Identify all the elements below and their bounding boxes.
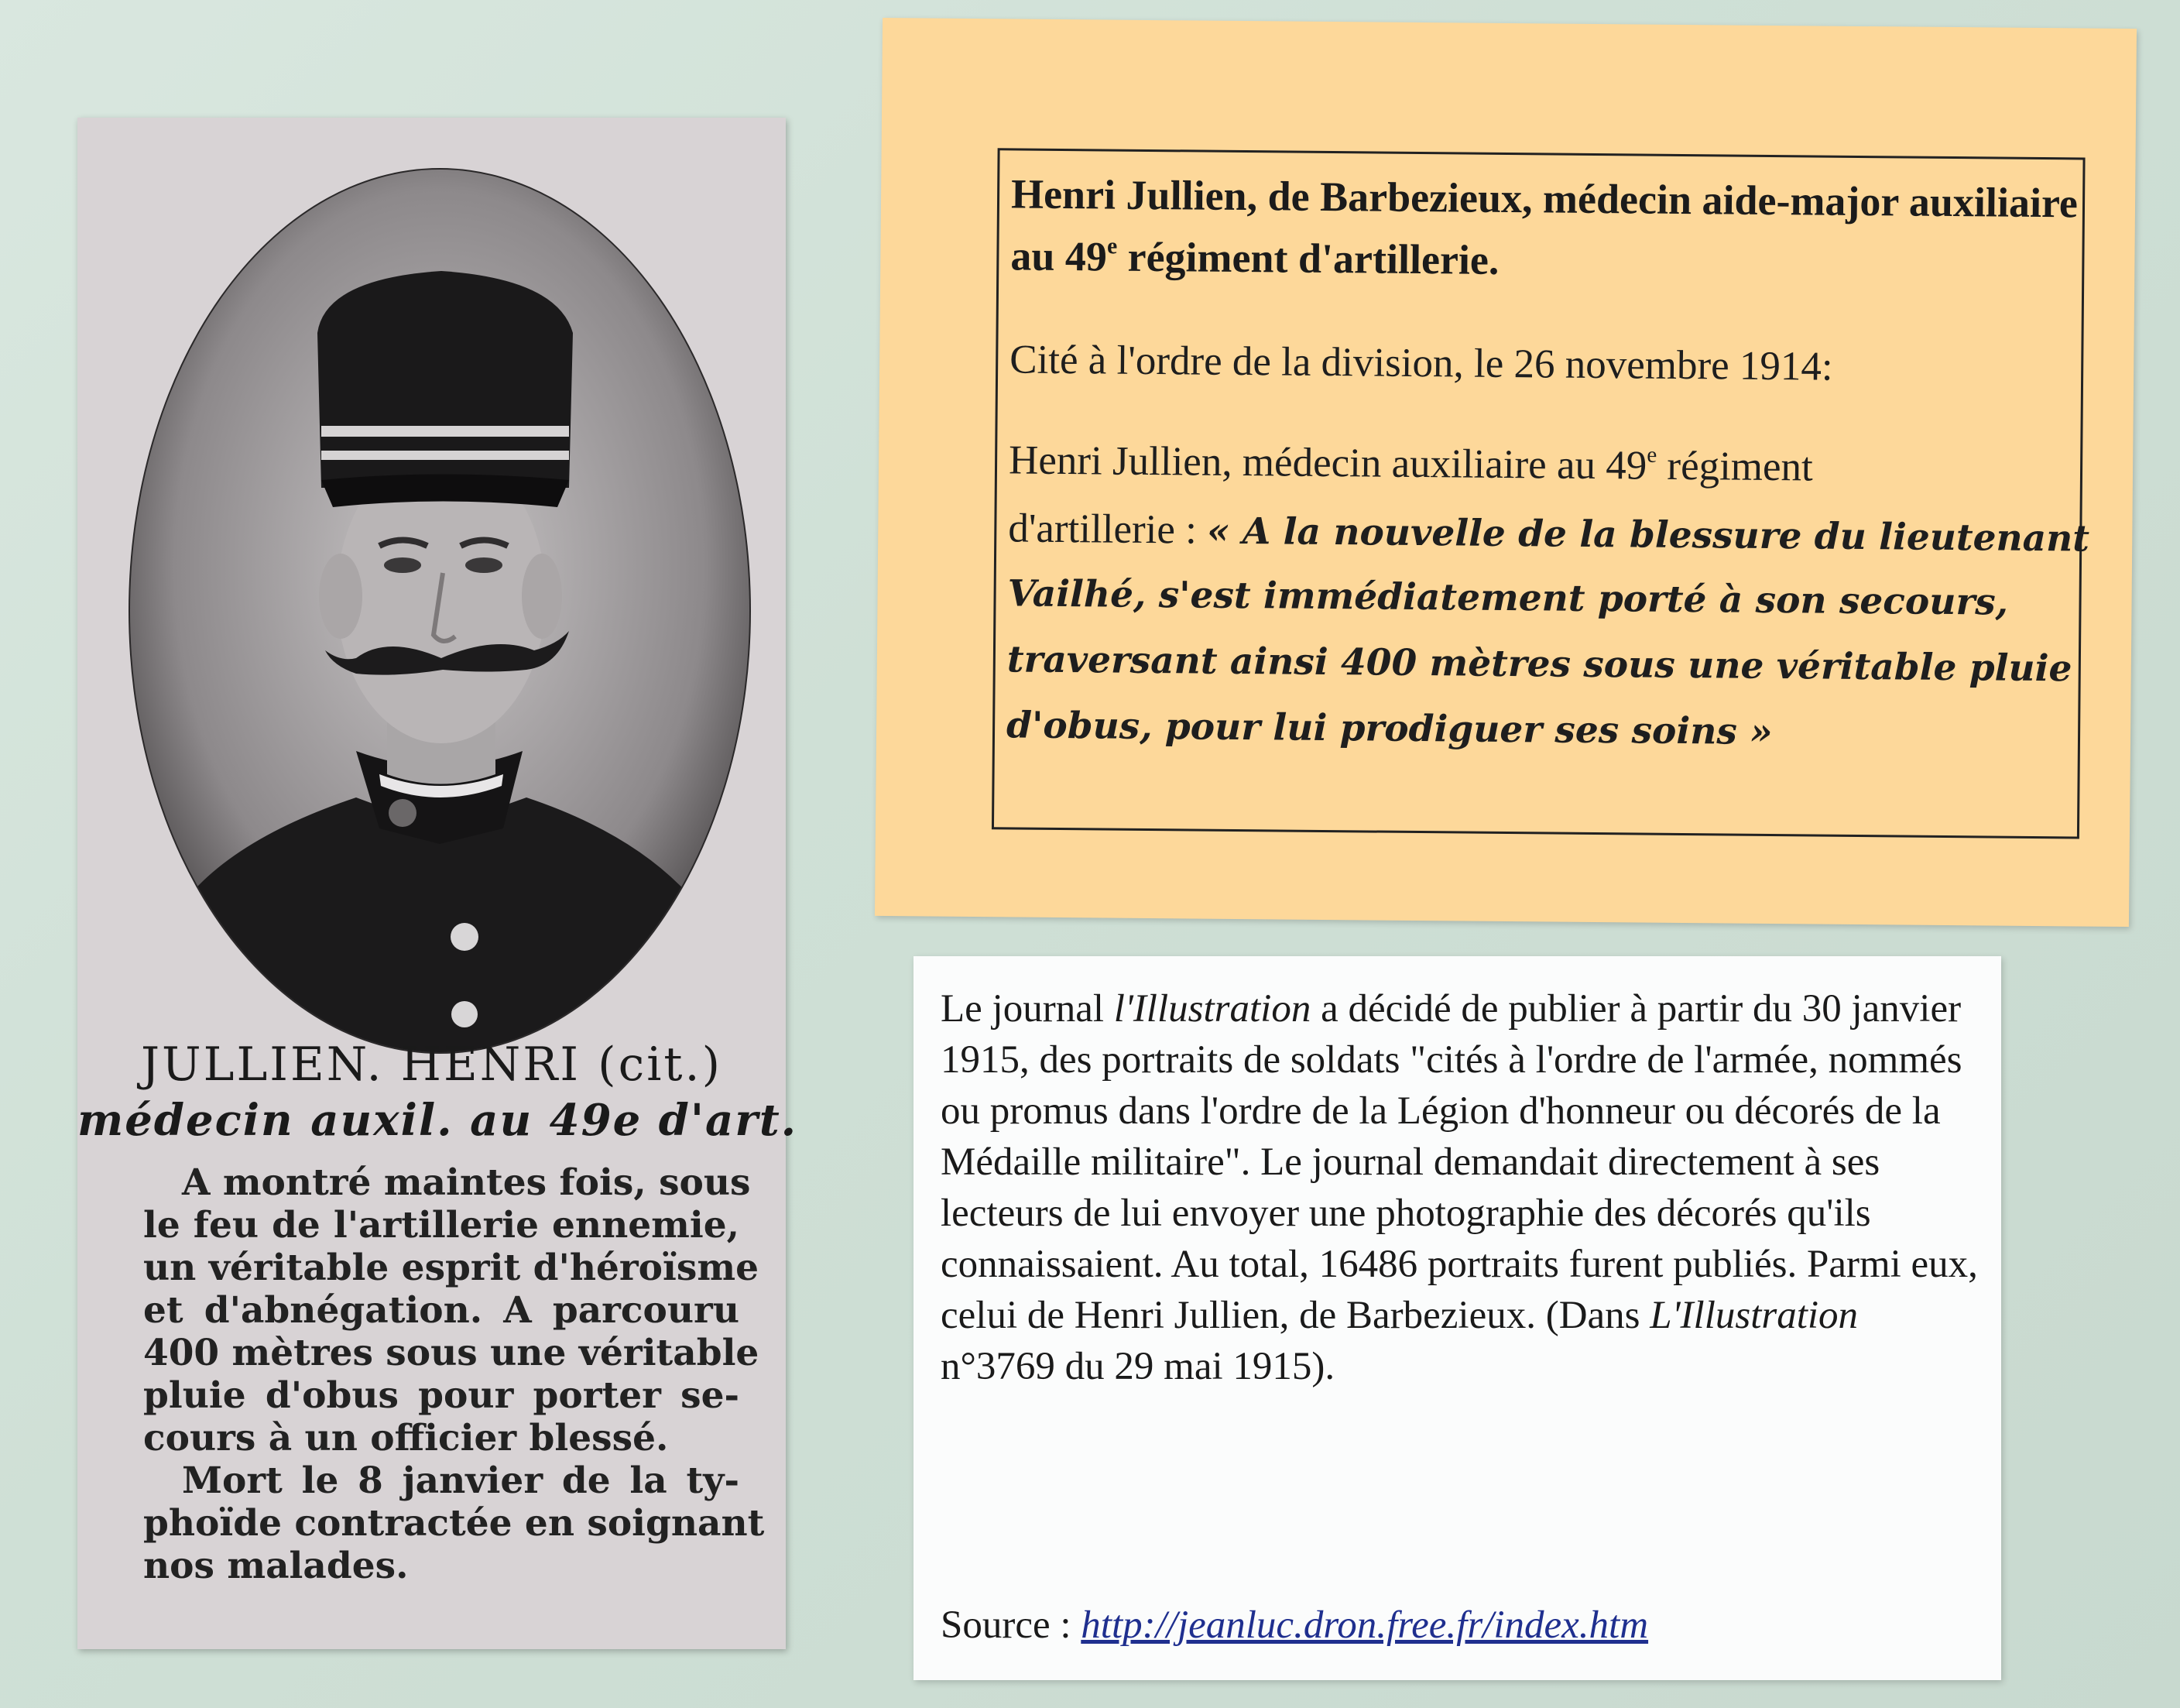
info-text: n°3769 du 29 mai 1915). [941, 1345, 1335, 1388]
citation-quote-line: Vailhé, s'est immédiatement porté à son secours, [1007, 572, 2009, 624]
clipping-line: nos malades. [143, 1545, 409, 1587]
clipping-rank: médecin auxil. au 49e d'art. [77, 1095, 798, 1146]
info-text: Le journal [941, 987, 1114, 1031]
info-paragraph [941, 983, 1978, 1392]
superscript: e [1647, 442, 1657, 468]
citation-quote: « A la nouvelle de la blessure du lieutenant [1206, 509, 2090, 561]
citation-quote-line: d'obus, pour lui prodiguer ses soins » [1006, 704, 1773, 754]
info-card [913, 956, 2001, 1680]
source-label: Source : [941, 1603, 1081, 1647]
citation-title-text: Henri Jullien, de Barbezieux, médecin aide-major auxiliaire au 49 [1010, 170, 2079, 280]
clipping-line: cours à un officier blessé. [143, 1417, 669, 1459]
clipping-citation-text [143, 1161, 759, 1459]
source-link[interactable]: http://jeanluc.dron.free.fr/index.htm [1081, 1603, 1649, 1647]
clipping-line: Mort le 8 janvier de la ty- [182, 1459, 739, 1502]
citation-body-text: Henri Jullien, médecin auxiliaire au 49 [1008, 437, 1647, 489]
citation-lead: d'artillerie : [1008, 506, 1208, 553]
clipping-line: et d'abnégation. A parcouru [143, 1289, 739, 1332]
citation-body-text-end: régiment [1656, 443, 1814, 490]
citation-quote-line: traversant ainsi 400 mètres sous une véritable pluie [1006, 638, 2072, 691]
superscript: e [1106, 234, 1118, 259]
citation-card [875, 18, 2137, 927]
newspaper-clipping [77, 118, 798, 1649]
clipping-death-text [143, 1459, 765, 1587]
clipping-line: phoïde contractée en soignant [143, 1502, 765, 1545]
info-text: a décidé de publier à partir du 30 janvier 1915, des portraits de soldats "cités à l'ordre de l'armée, nommés ou promus dans l'ordre de la Légion d'honneur ou décorés de la Médaille militaire". Le journal demandait directement à ses lecteurs de lui envoyer une photographie des décorés qu'ils connaissaient. Au total, 16486 portraits furent publiés. Parmi eux, celui de Henri Jullien, de Barbezieux. (Dans [941, 987, 1978, 1337]
clipping-name: JULLIEN. HENRI (cit.) [141, 1037, 722, 1092]
clipping-line: 400 mètres sous une véritable [143, 1332, 759, 1374]
citation-title [1010, 163, 2079, 296]
clipping-line: le feu de l'artillerie ennemie, [143, 1204, 739, 1247]
clipping-line: un véritable esprit d'héroïsme [143, 1247, 759, 1289]
clipping-line: pluie d'obus pour porter se- [143, 1374, 739, 1417]
citation-title-text-end: régiment d'artillerie. [1116, 233, 1500, 283]
citation-quote-line [1008, 505, 2089, 561]
clipping-line: A montré maintes fois, sous [182, 1161, 751, 1204]
citation-date-line: Cité à l'ordre de la division, le 26 novembre 1914: [1009, 337, 1833, 389]
journal-title: L'Illustration [1650, 1294, 1859, 1337]
journal-title: l'Illustration [1113, 987, 1311, 1031]
soldier-portrait [124, 163, 756, 1059]
citation-body-line [1009, 437, 1813, 490]
source-line [941, 1603, 1648, 1648]
